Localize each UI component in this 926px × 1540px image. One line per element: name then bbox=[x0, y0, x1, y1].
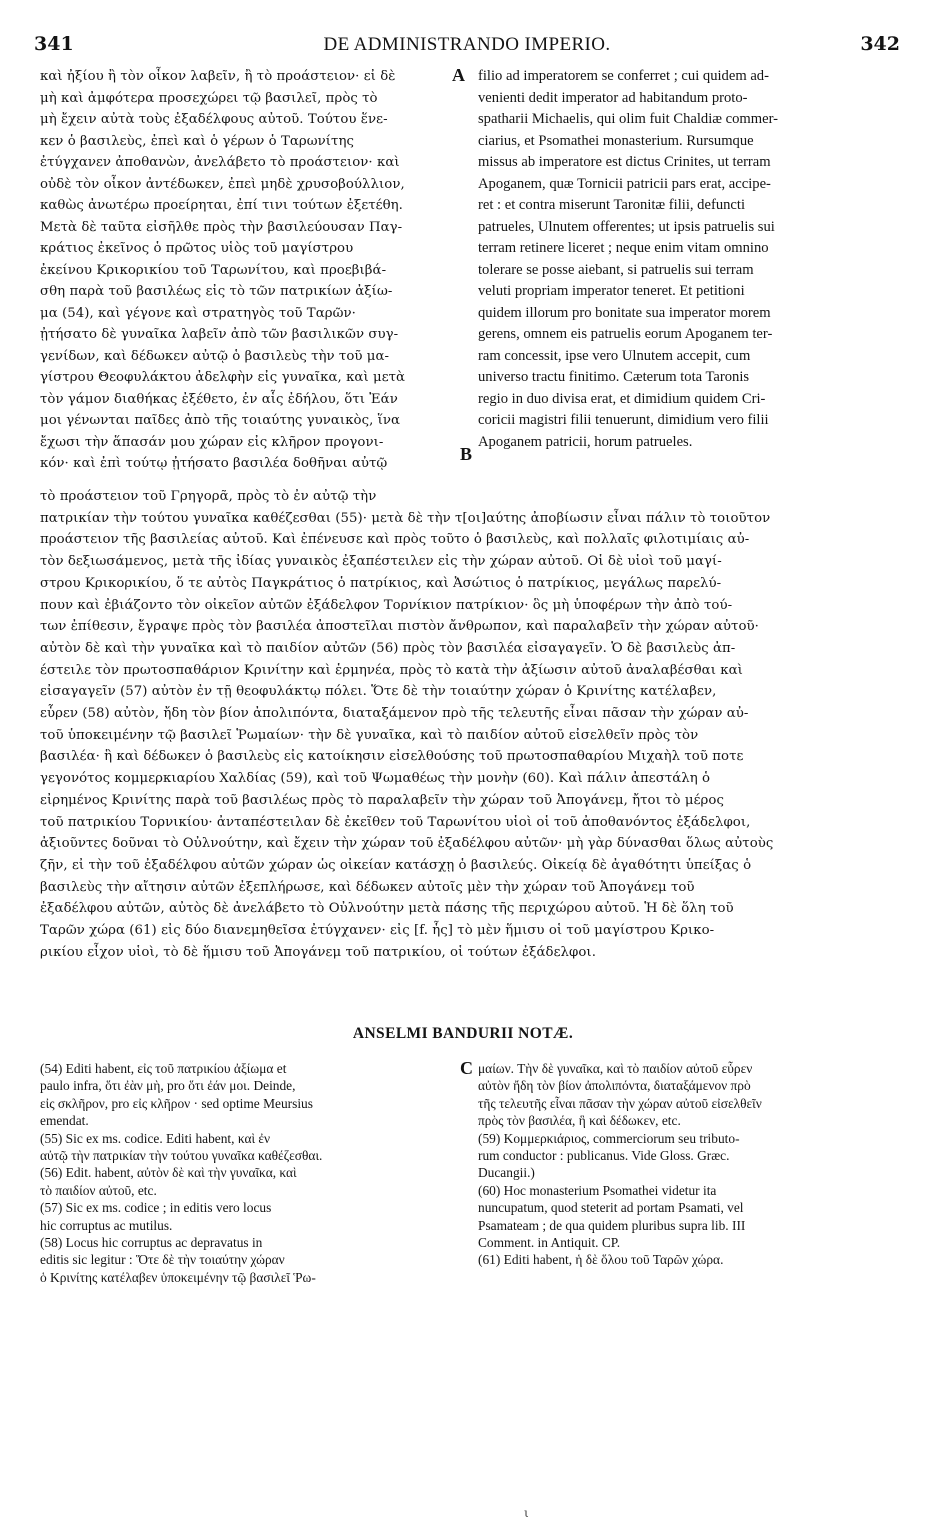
note-line: τῆς τελευτῆς εἶναι πᾶσαν τὴν χώραν αὐτοῦ εἰσελθεῖν bbox=[478, 1095, 762, 1111]
note-line: ὁ Κρινίτης κατέλαβεν ὑποκειμένην τῷ βασιλεῖ Ῥω- bbox=[40, 1269, 316, 1285]
text-line: ram concessit, ipse vero Ulnutem accepit, cum bbox=[478, 347, 751, 364]
text-line: μὴ καὶ ἀμφότερα προσεχώρει τῷ βασιλεῖ, πρὸς τὸ bbox=[40, 90, 378, 106]
note-line: editis sic legitur : Ὅτε δὲ τὴν τοιαύτην χώραν bbox=[40, 1252, 285, 1268]
text-line: εἰσαγαγεῖν (57) αὐτὸν ἐν τῇ θεοφυλάκτῳ πόλει. Ὅτε δὲ τὴν τοιαύτην χώραν ὁ Κρινίτης κατέλαβεν, bbox=[40, 684, 717, 700]
text-line: Apoganem patricii, horum patrueles. bbox=[478, 433, 693, 450]
note-line: μαίων. Τὴν δὲ γυναῖκα, καὶ τὸ παιδίον αὐτοῦ εὗρεν bbox=[478, 1061, 753, 1076]
text-line: κεν ὁ βασιλεὺς, ἐπεὶ καὶ ὁ γέρων ὁ Ταρωνίτης bbox=[40, 133, 354, 149]
text-line: quidem illorum pro bonitate sua imperator morem bbox=[478, 304, 771, 321]
text-line: tolerare se posse aiebant, si patruelis sui terram bbox=[478, 261, 754, 278]
text-line: οὐδὲ τὸν οἶκον ἀντέδωκεν, ἐπεὶ μηδὲ χρυσοβούλλιον, bbox=[40, 176, 405, 192]
text-line: μὴ ἔχειν αὐτὰ τοὺς ἐξαδέλφους αὐτοῦ. Τούτου ἕνε- bbox=[40, 112, 388, 127]
text-line: μοι γένωνται παῖδες ἀπὸ τῆς τοιαύτης γυναικὸς, ἵνα bbox=[40, 413, 401, 428]
text-line: patrueles, Ulnutem offerentes; ut ipsis patruelis sui bbox=[478, 218, 775, 235]
text-line: εὗρεν (58) αὐτὸν, ἤδη τὸν βίον ἀπολιπόντα, διαταξάμενον πρὸ τῆς τελευτῆς εἶναι πᾶσαν τὴν χώραν αὐ- bbox=[40, 706, 749, 722]
note-line: πρὸς τὸν βασιλέα, ἣ καὶ δέδωκεν, etc. bbox=[478, 1113, 681, 1129]
notes-column-left bbox=[40, 1060, 460, 1286]
text-line: spatharii Michaelis, qui olim fuit Chaldiæ commer- bbox=[478, 111, 779, 127]
latin-text-column bbox=[478, 66, 890, 453]
page-number-right: 342 bbox=[860, 33, 900, 55]
text-line: βασιλέα· ἣ καὶ δέδωκεν ὁ βασιλεὺς εἰς κατοίκησιν εἰσελθούσης τοῦ πρωτοσπαθαρίου Μιχαὴλ τοῦ ποτε bbox=[40, 749, 744, 765]
note-line: Comment. in Antiquit. CP. bbox=[478, 1235, 621, 1251]
note-line: (58) Locus hic corruptus ac depravatus in bbox=[40, 1235, 263, 1251]
note-line: εἰς σκλῆρον, pro εἰς κλῆρον · sed optime Meursius bbox=[40, 1095, 313, 1111]
text-line: κόν· καὶ ἐπὶ τούτῳ ᾐτήσατο βασιλέα δοθῆναι αὐτῷ bbox=[40, 456, 388, 471]
text-line: γενίδων, καὶ δέδωκεν αὐτῷ ὁ βασιλεὺς τὴν τοῦ μα- bbox=[40, 348, 390, 364]
margin-marker-c: C bbox=[460, 1058, 473, 1078]
text-line: κράτιος ἐκεῖνος ὁ πρῶτος υἱὸς τοῦ μαγίστρου bbox=[40, 241, 354, 256]
text-line: τοῦ ὑποκειμένην τῷ βασιλεῖ Ῥωμαίων· τὴν δὲ γυναῖκα, καὶ τὸ παιδίον αὐτοῦ εἰσελθεῖν πρὸς τὸν bbox=[40, 727, 699, 743]
note-line: rum conductor : publicanus. Vide Gloss. Græc. bbox=[478, 1148, 730, 1164]
margin-marker-a: A bbox=[452, 65, 465, 85]
note-line: (59) Κομμερκιάριος, commerciorum seu tributo- bbox=[478, 1130, 740, 1146]
text-line: veluti propriam imperator teneret. Et petitioni bbox=[478, 283, 745, 299]
notes-heading: ANSELMI BANDURII NOTÆ. bbox=[352, 1025, 574, 1042]
text-line: gerens, omnem eis patruelis eorum Apoganem ter- bbox=[478, 326, 773, 342]
text-line: καθὼς ἀνωτέρω προείρηται, ἐπί τινι τούτων ἐξετέθη. bbox=[40, 198, 403, 213]
notes-column-right bbox=[478, 1060, 890, 1269]
text-line: ret : et contra miserunt Taronitæ filii, defuncti bbox=[478, 197, 745, 213]
text-line: ἐξαδέλφου αὐτῶν, αὐτὸς δὲ ἀνελάβετο τὸ Οὐλνούτην μετὰ πάσης τῆς περιχώρου αὐτοῦ. Ἡ δὲ ὅλη τοῦ bbox=[40, 901, 734, 917]
page-header bbox=[34, 33, 900, 59]
text-line: στρου Κρικορικίου, ὅ τε αὐτὸς Παγκράτιος ὁ πατρίκιος, καὶ Ἀσώτιος ὁ πατρίκιος, μεγάλως παρελύ- bbox=[40, 575, 722, 591]
margin-marker-b: B bbox=[460, 444, 473, 464]
text-line: coricii magistri filii tenuerunt, dimidium vero filii bbox=[478, 412, 769, 428]
note-line: emendat. bbox=[40, 1113, 89, 1129]
text-line: προάστειον τῆς βασιλείας αὐτοῦ. Καὶ ἐπένευσε καὶ πρὸς τοῦτο ὁ βασιλεὺς, καὶ πολλαῖς φιλοτιμίαις αὐ- bbox=[40, 532, 750, 548]
text-line: μα (54), καὶ γέγονε καὶ στρατηγὸς τοῦ Ταρῶν· bbox=[40, 305, 356, 321]
text-line: regio in duo divisa erat, et dimidium quidem Cri- bbox=[478, 390, 766, 407]
text-line: ρικίου εἶχον υἱοὶ, τὸ δὲ ἥμισυ τοῦ Ἀπογάνεμ τοῦ πατρικίου, οἱ τούτων ἐξάδελφοι. bbox=[40, 944, 596, 960]
print-mark: ι bbox=[524, 1506, 529, 1520]
text-line: πατρικίαν τὴν τούτου γυναῖκα καθέζεσθαι (55)· μετὰ δὲ τὴν τ[οι]αύτης ἀποβίωσιν εἶναι πάλιν τὸ τοιοῦτον bbox=[40, 510, 771, 526]
note-line: (61) Editi habent, ἡ δὲ ὅλου τοῦ Ταρῶν χώρα. bbox=[478, 1252, 724, 1268]
text-line: τὸ προάστειον τοῦ Γρηγορᾶ, πρὸς τὸ ἐν αὐτῷ τὴν bbox=[40, 489, 377, 504]
greek-text-column bbox=[40, 66, 460, 475]
text-line: ἀξιοῦντες δοῦναι τὸ Οὐλνούτην, καὶ ἔχειν τὴν χώραν τοῦ ἐξαδέλφου αὐτῶν· μὴ γὰρ δύνασθαι ὅλως αὐτοὺς bbox=[40, 836, 774, 852]
text-line: ἔχωσι τὴν ἅπασάν μου χώραν εἰς κλῆρον προγονι- bbox=[40, 434, 384, 450]
page-number-left: 341 bbox=[34, 33, 74, 55]
text-line: missus ab imperatore est dictus Crinites, ut terram bbox=[478, 154, 771, 170]
text-line: ᾐτήσατο δὲ γυναῖκα λαβεῖν ἀπὸ τῶν βασιλικῶν συγ- bbox=[40, 327, 399, 342]
note-line: Psamateam ; de qua quidem pluribus supra lib. III bbox=[478, 1217, 746, 1233]
note-line: (57) Sic ex ms. codice ; in editis vero locus bbox=[40, 1200, 272, 1216]
text-line: ἐκείνου Κρικορικίου τοῦ Ταρωνίτου, καὶ προεβιβά- bbox=[40, 262, 387, 278]
text-line: βασιλεὺς τὴν αἴτησιν αὐτῶν ἐξεπλήρωσε, καὶ δέδωκεν αὐτοῖς μὲν τὴν χώραν τοῦ Ἀπογάνεμ τοῦ bbox=[40, 879, 695, 895]
greek-full-width-text bbox=[40, 486, 892, 963]
text-line: καὶ ἠξίου ἢ τὸν οἶκον λαβεῖν, ἢ τὸ προάστειον· εἰ δὲ bbox=[40, 69, 396, 84]
text-line: γεγονότος κομμερκιαρίου Χαλδίας (59), καὶ τοῦ Ψωμαθέως τὴν μονὴν (60). Καὶ πάλιν ἀπεστάλη ὁ bbox=[40, 771, 711, 787]
note-line: (54) Editi habent, εἰς τοῦ πατρικίου ἀξίωμα et bbox=[40, 1061, 287, 1076]
note-line: hic corruptus ac mutilus. bbox=[40, 1217, 173, 1233]
note-line: (56) Edit. habent, αὐτὸν δὲ καὶ τὴν γυναῖκα, καὶ bbox=[40, 1165, 297, 1181]
text-line: Μετὰ δὲ ταῦτα εἰσῆλθε πρὸς τὴν βασιλεύουσαν Παγ- bbox=[40, 219, 403, 235]
note-line: Ducangii.) bbox=[478, 1165, 535, 1181]
text-line: Apoganem, quæ Tornicii patricii pars erat, accipe- bbox=[478, 175, 771, 192]
note-line: αὐτῷ τὴν πατρικίαν τὴν τούτου γυναῖκα καθέζεσθαι. bbox=[40, 1148, 323, 1164]
running-title: DE ADMINISTRANDO IMPERIO. bbox=[323, 34, 611, 55]
text-line: τὸν γάμον διαθήκας ἐξέθετο, ἐν αἷς ἐδήλου, ὅτι Ἐάν bbox=[40, 391, 398, 407]
text-line: έστειλε τὸν πρωτοσπαθάριον Κρινίτην καὶ ἑρμηνέα, πρὸς τὸ κατὰ τὴν ἀξίωσιν αὐτοῦ ἀναλαβέσθαι καὶ bbox=[40, 662, 743, 678]
text-line: ἐτύγχανεν ἀποθανὼν, ἀνελάβετο τὸ προάστειον· καὶ bbox=[40, 155, 400, 170]
note-line: αὐτὸν ἤδη τὸν βίον ἀπολιπόντα, διαταξάμενον πρὸ bbox=[478, 1078, 751, 1094]
note-line: (55) Sic ex ms. codice. Editi habent, καὶ ἐν bbox=[40, 1130, 271, 1146]
text-line: filio ad imperatorem se conferret ; cui quidem ad- bbox=[478, 68, 769, 84]
text-line: σθη παρὰ τοῦ βασιλέως εἰς τὸ τῶν πατρικίων ἀξίω- bbox=[40, 284, 393, 299]
text-line: τὸν δεξιωσάμενος, μετὰ τῆς ἰδίας γυναικὸς ἐξαπέστειλεν εἰς τὴν χώραν αὐτοῦ. Οἱ δὲ υἱοὶ τοῦ μαγί- bbox=[40, 554, 722, 570]
note-line: (60) Hoc monasterium Psomathei videtur ita bbox=[478, 1182, 717, 1198]
text-line: αὐτὸν δὲ καὶ τὴν γυναῖκα καὶ τὸ παιδίον αὐτῶν (56) πρὸς τὸν βασιλέα εἰσαγαγεῖν. Ὁ δὲ βασιλεὺς ἀπ- bbox=[40, 640, 736, 656]
note-line: τὸ παιδίον αὐτοῦ, etc. bbox=[40, 1182, 157, 1198]
text-line: universo tractu finitimo. Cæterum tota Taronis bbox=[478, 369, 750, 385]
note-line: paulo infra, ὅτι ἐὰν μὴ, pro ὅτι ἐάν μοι. Deinde, bbox=[40, 1078, 296, 1094]
text-line: ciarius, et Psomathei monasterium. Rursumque bbox=[478, 132, 754, 149]
text-line: τοῦ πατρικίου Τορνικίου· ἀνταπέστειλαν δὲ ἐκεῖθεν τοῦ Ταρωνίτου υἱοὶ οἱ τοῦ ἀποθανόντος ἐξάδελφοι, bbox=[40, 814, 751, 830]
text-line: Ταρῶν χώρα (61) εἰς δύο διανεμηθεῖσα ἐτύγχανεν· εἰς [f. ἧς] τὸ μὲν ἥμισυ οἱ τοῦ μαγίστρου Κρικο- bbox=[40, 923, 715, 939]
text-line: των ἐπίθεσιν, ἔγραψε πρὸς τὸν βασιλέα ἀποστεῖλαι πιστὸν ἄνθρωπον, καὶ παραλαβεῖν τὴν χώραν αὐτοῦ· bbox=[40, 619, 759, 635]
text-line: venienti dedit imperator ad habitandum proto- bbox=[478, 89, 748, 106]
text-line: εἰρημένος Κρινίτης παρὰ τοῦ βασιλέως πρὸς τὸ παραλαβεῖν τὴν χώραν τοῦ Ἀπογάνεμ, ἤτοι τὸ μέρος bbox=[40, 792, 724, 808]
text-line: γίστρου Θεοφυλάκτου ἀδελφὴν εἰς γυναῖκα, καὶ μετὰ bbox=[40, 370, 406, 385]
text-line: terram retinere liceret ; neque enim vitam omnino bbox=[478, 240, 769, 256]
text-line: ζῆν, εἰ τὴν τοῦ ἐξαδέλφου αὐτῶν χώραν ὡς οἰκείαν κατάσχῃ ὁ βασιλεύς. Οἰκείᾳ δὲ ἀγαθότητι ὑπείξας ὁ bbox=[40, 857, 752, 873]
note-line: nuncupatum, quod steterit ad portam Psamati, vel bbox=[478, 1200, 744, 1216]
text-line: πουν καὶ ἐβιάζοντο τὸν οἰκεῖον αὐτῶν ἐξάδελφον Τορνίκιον πατρίκιον· ὃς μὴ ὑποφέρων τὴν ἀπὸ τού- bbox=[40, 597, 733, 613]
